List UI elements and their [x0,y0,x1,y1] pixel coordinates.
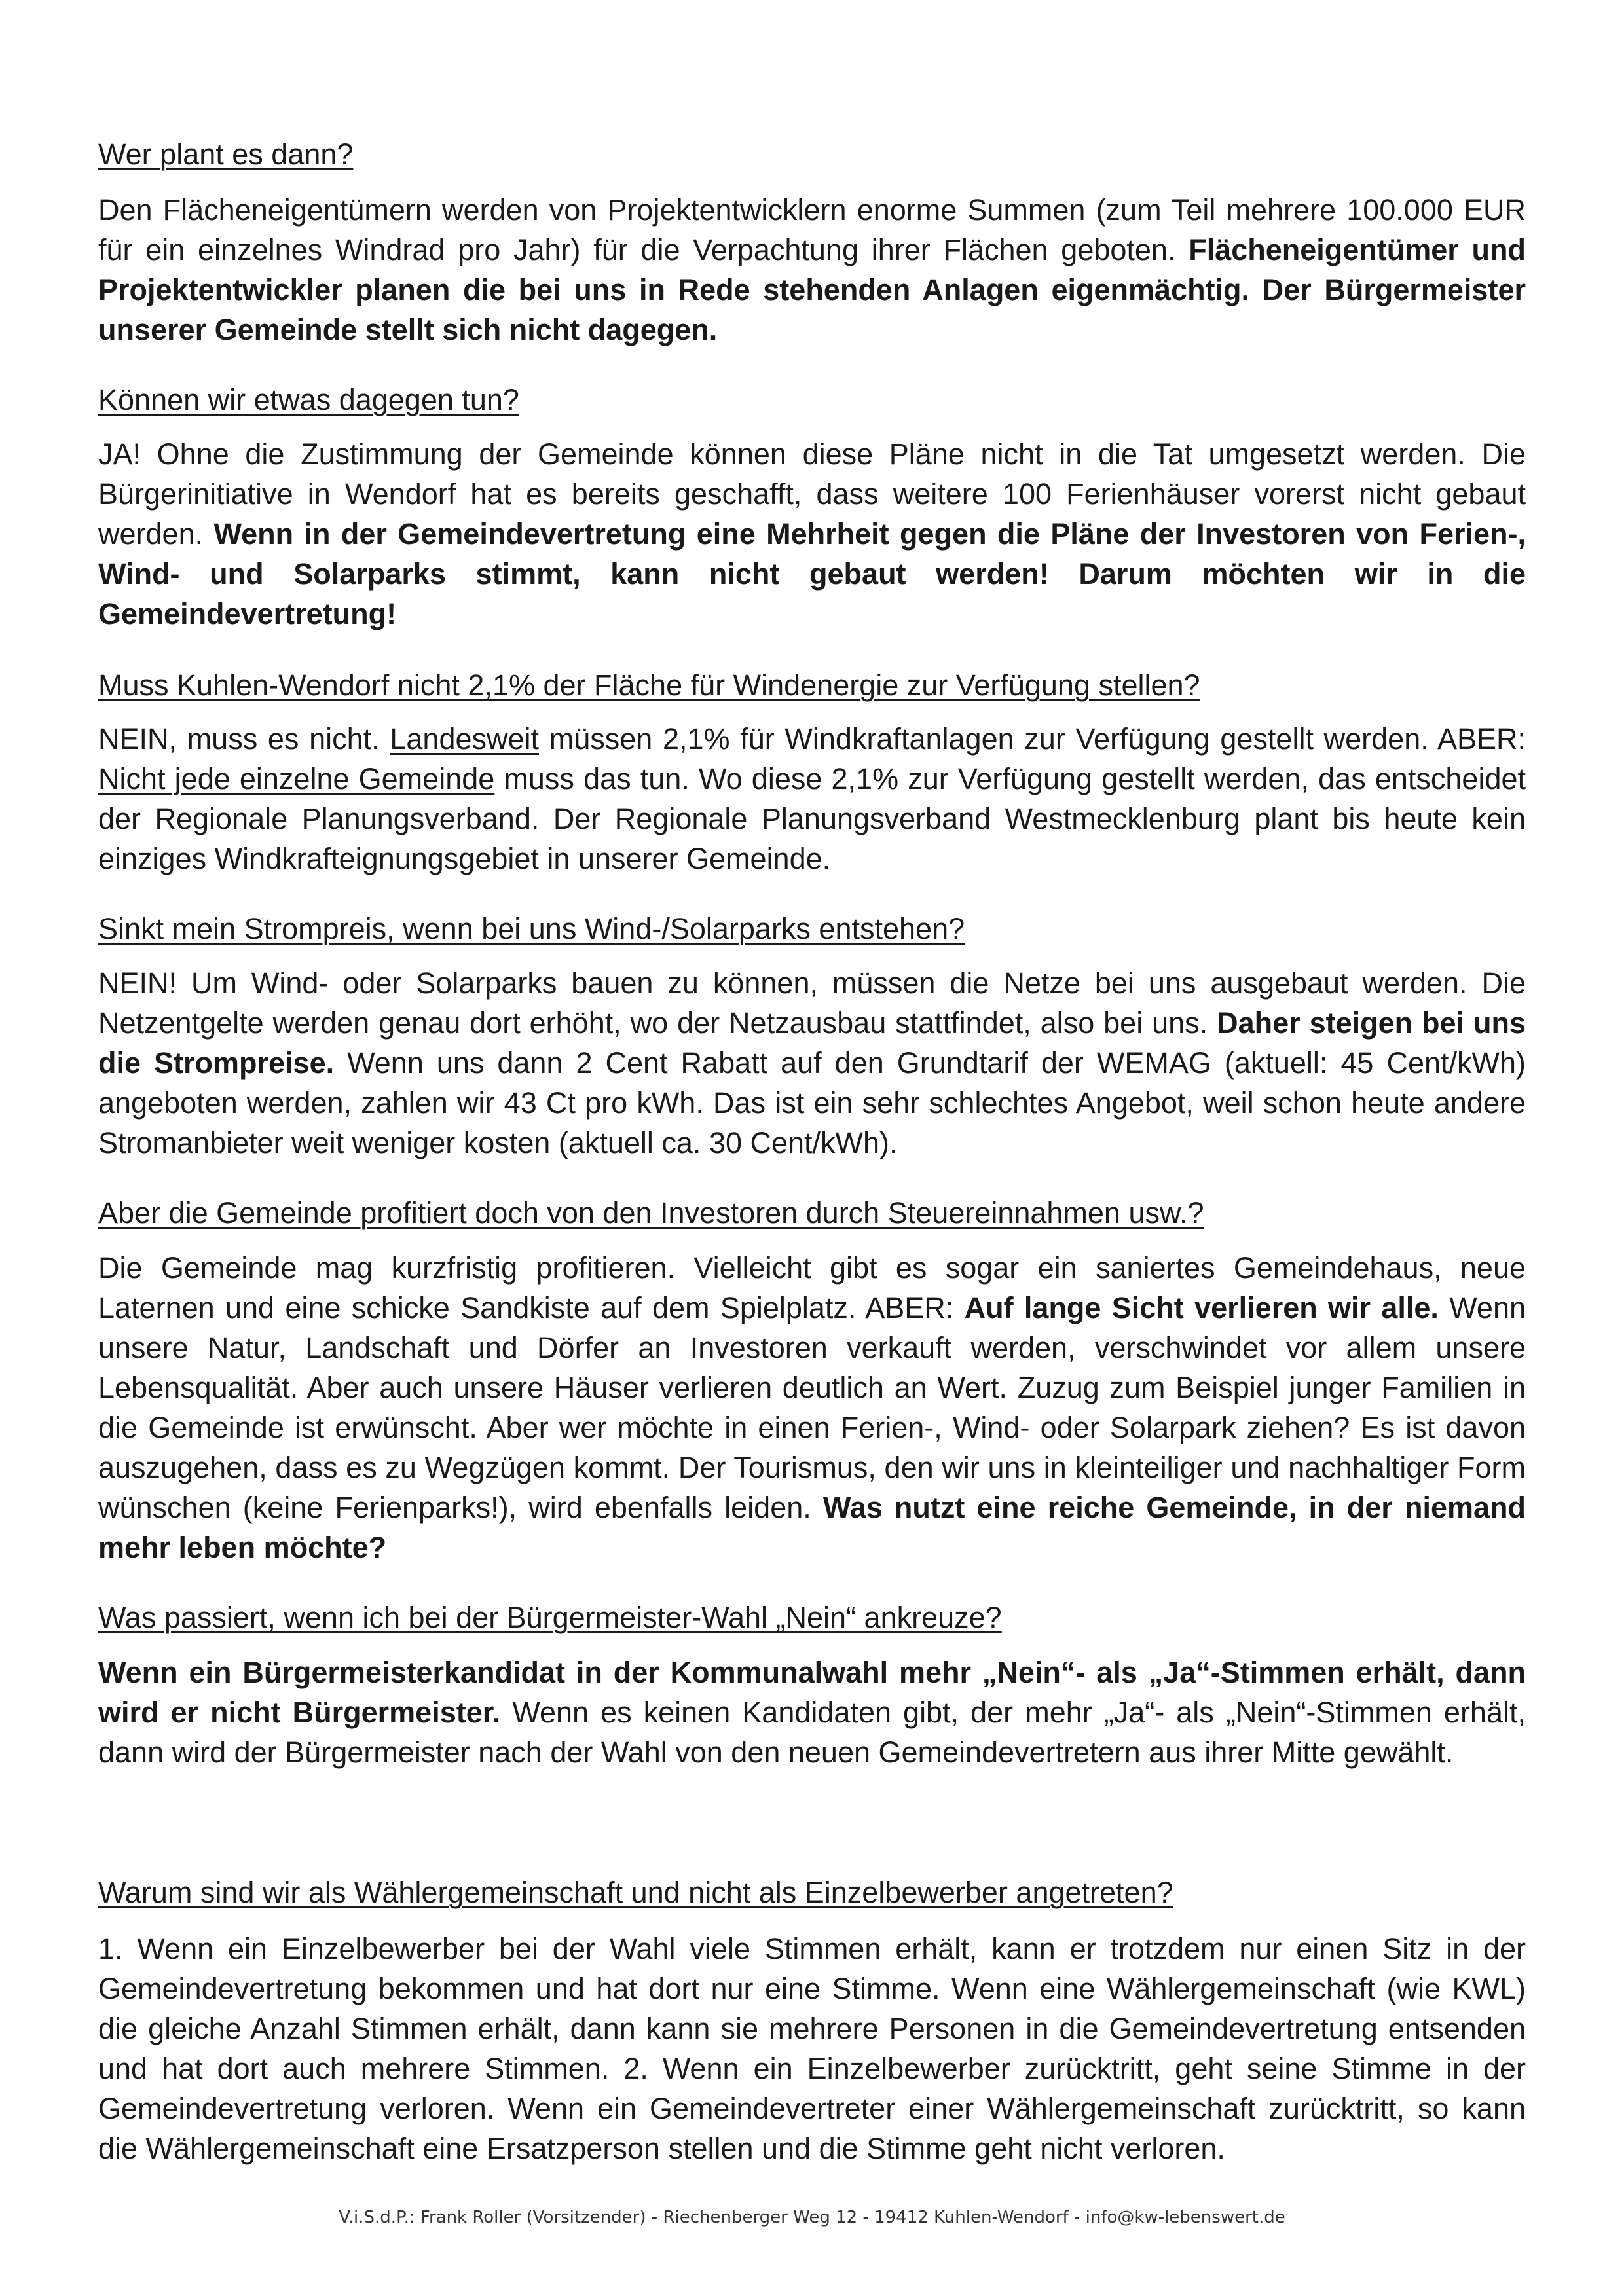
faq-answer [98,1248,1526,1567]
answer-text: müssen 2,1% für Windkraftanlagen zur Verfügung gestellt werden. ABER: [539,722,1526,756]
answer-underlined: Nicht jede einzelne Gemeinde [98,762,495,795]
footer-imprint: V.i.S.d.P.: Frank Roller (Vorsitzender) - Riechenberger Weg 12 - 19412 Kuhlen-Wendorf - info@kw-lebenswert.de [339,2208,1285,2227]
faq-question: Sinkt mein Strompreis, wenn bei uns Wind-/Solarparks entstehen? [98,912,965,945]
faq-question: Muss Kuhlen-Wendorf nicht 2,1% der Fläche für Windenergie zur Verfügung stellen? [98,668,1200,702]
answer-text: NEIN! Um Wind- oder Solarparks bauen zu können, müssen die Netze bei uns ausgebaut werden. Die Netzentgelte werden genau dort erhöht, wo der Netzausbau stattfindet, also bei uns. [98,966,1526,1040]
answer-text: JA! Ohne die Zustimmung der Gemeinde können diese Pläne nicht in die Tat umgesetzt werden. Die Bürgerinitiative in Wendorf hat es bereits geschafft, dass weitere 100 Ferienhäuser vorerst nicht gebaut werden. [98,437,1526,551]
answer-emphasis: Was nutzt eine reiche Gemeinde, in der niemand mehr leben möchte? [98,1491,1526,1564]
answer-emphasis: Auf lange Sicht verlieren wir alle. [964,1291,1439,1324]
answer-emphasis: Wenn ein Bürgermeisterkandidat in der Kommunalwahl mehr „Nein“- als „Ja“-Stimmen erhält, dann wird er nicht Bürgermeister. [98,1656,1526,1729]
faq-answer [98,434,1526,634]
faq-question: Warum sind wir als Wählergemeinschaft und nicht als Einzelbewerber angetreten? [98,1876,1173,1909]
faq-answer [98,719,1526,879]
answer-text: 1. Wenn ein Einzelbewerber bei der Wahl viele Stimmen erhält, kann er trotzdem nur einen Sitz in der Gemeindevertretung bekommen und hat dort nur eine Stimme. Wenn eine Wählergemeinschaft (wie KWL) die gleiche Anzahl Stimmen erhält, dann kann sie mehrere Personen in die Gemeindevertretung entsenden und hat dort auch mehrere Stimmen. 2. Wenn ein Einzelbewerber zurücktritt, geht seine Stimme in der Gemeindevertretung verloren. Wenn ein Gemeindevertreter einer Wählergemeinschaft zurücktritt, so kann die Wählergemeinschaft eine Ersatzperson stellen und die Stimme geht nicht verloren. [98,1932,1526,2165]
faq-answer [98,963,1526,1163]
answer-text: Wenn uns dann 2 Cent Rabatt auf den Grundtarif der WEMAG (aktuell: 45 Cent/kWh) angeboten werden, zahlen wir 43 Ct pro kWh. Das ist ein sehr schlechtes Angebot, weil schon heute andere Stromanbieter weit weniger kosten (aktuell ca. 30 Cent/kWh). [98,1046,1526,1159]
answer-text: Wenn es keinen Kandidaten gibt, der mehr „Ja“- als „Nein“-Stimmen erhält, dann wird der Bürgermeister nach der Wahl von den neuen Gemeindevertretern aus ihrer Mitte gewählt. [98,1696,1526,1769]
faq-answer [98,1652,1526,1772]
faq-question: Aber die Gemeinde profitiert doch von den Investoren durch Steuereinnahmen usw.? [98,1196,1204,1230]
faq-answer [98,1929,1526,2168]
answer-underlined: Landesweit [390,722,540,756]
answer-text: NEIN, muss es nicht. [98,722,390,756]
answer-emphasis: Daher steigen bei uns die Strompreise. [98,1006,1526,1080]
answer-text: muss das tun. Wo diese 2,1% zur Verfügung gestellt werden, das entscheidet der Regionale Planungsverband. Der Regionale Planungsverband Westmecklenburg plant bis heute kein einziges Windkrafteignungsgebiet in unserer Gemeinde. [98,762,1526,875]
answer-text: Die Gemeinde mag kurzfristig profitieren. Vielleicht gibt es sogar ein saniertes Gemeindehaus, neue Laternen und eine schicke Sandkiste auf dem Spielplatz. ABER: [98,1251,1526,1324]
answer-emphasis: Flächeneigentümer und Projektentwickler planen die bei uns in Rede stehenden Anlagen eigenmächtig. Der Bürgermeister unserer Gemeinde stellt sich nicht dagegen. [98,233,1526,346]
faq-question: Was passiert, wenn ich bei der Bürgermeister-Wahl „Nein“ ankreuze? [98,1601,1002,1634]
faq-question: Wer plant es dann? [98,137,354,171]
faq-question: Können wir etwas dagegen tun? [98,383,519,416]
answer-text: Wenn unsere Natur, Landschaft und Dörfer an Investoren verkauft werden, verschwindet vor allem unsere Lebensqualität. Aber auch unsere Häuser verlieren deutlich an Wert. Zuzug zum Beispiel junger Familien in die Gemeinde ist erwünscht. Aber wer möchte in einen Ferien-, Wind- oder Solarpark ziehen? Es ist davon auszugehen, dass es zu Wegzügen kommt. Der Tourismus, den wir uns in kleinteiliger und nachhaltiger Form wünschen (keine Ferienparks!), wird ebenfalls leiden. [98,1291,1526,1524]
answer-emphasis: Wenn in der Gemeindevertretung eine Mehrheit gegen die Pläne der Investoren von Ferien-, Wind- und Solarparks stimmt, kann nicht gebaut werden! Darum möchten wir in die Gemeindevertretung! [98,517,1526,630]
faq-answer [98,190,1526,350]
answer-text: Den Flächeneigentümern werden von Projektentwicklern enorme Summen (zum Teil mehrere 100.000 EUR für ein einzelnes Windrad pro Jahr) für die Verpachtung ihrer Flächen geboten. [98,193,1526,266]
